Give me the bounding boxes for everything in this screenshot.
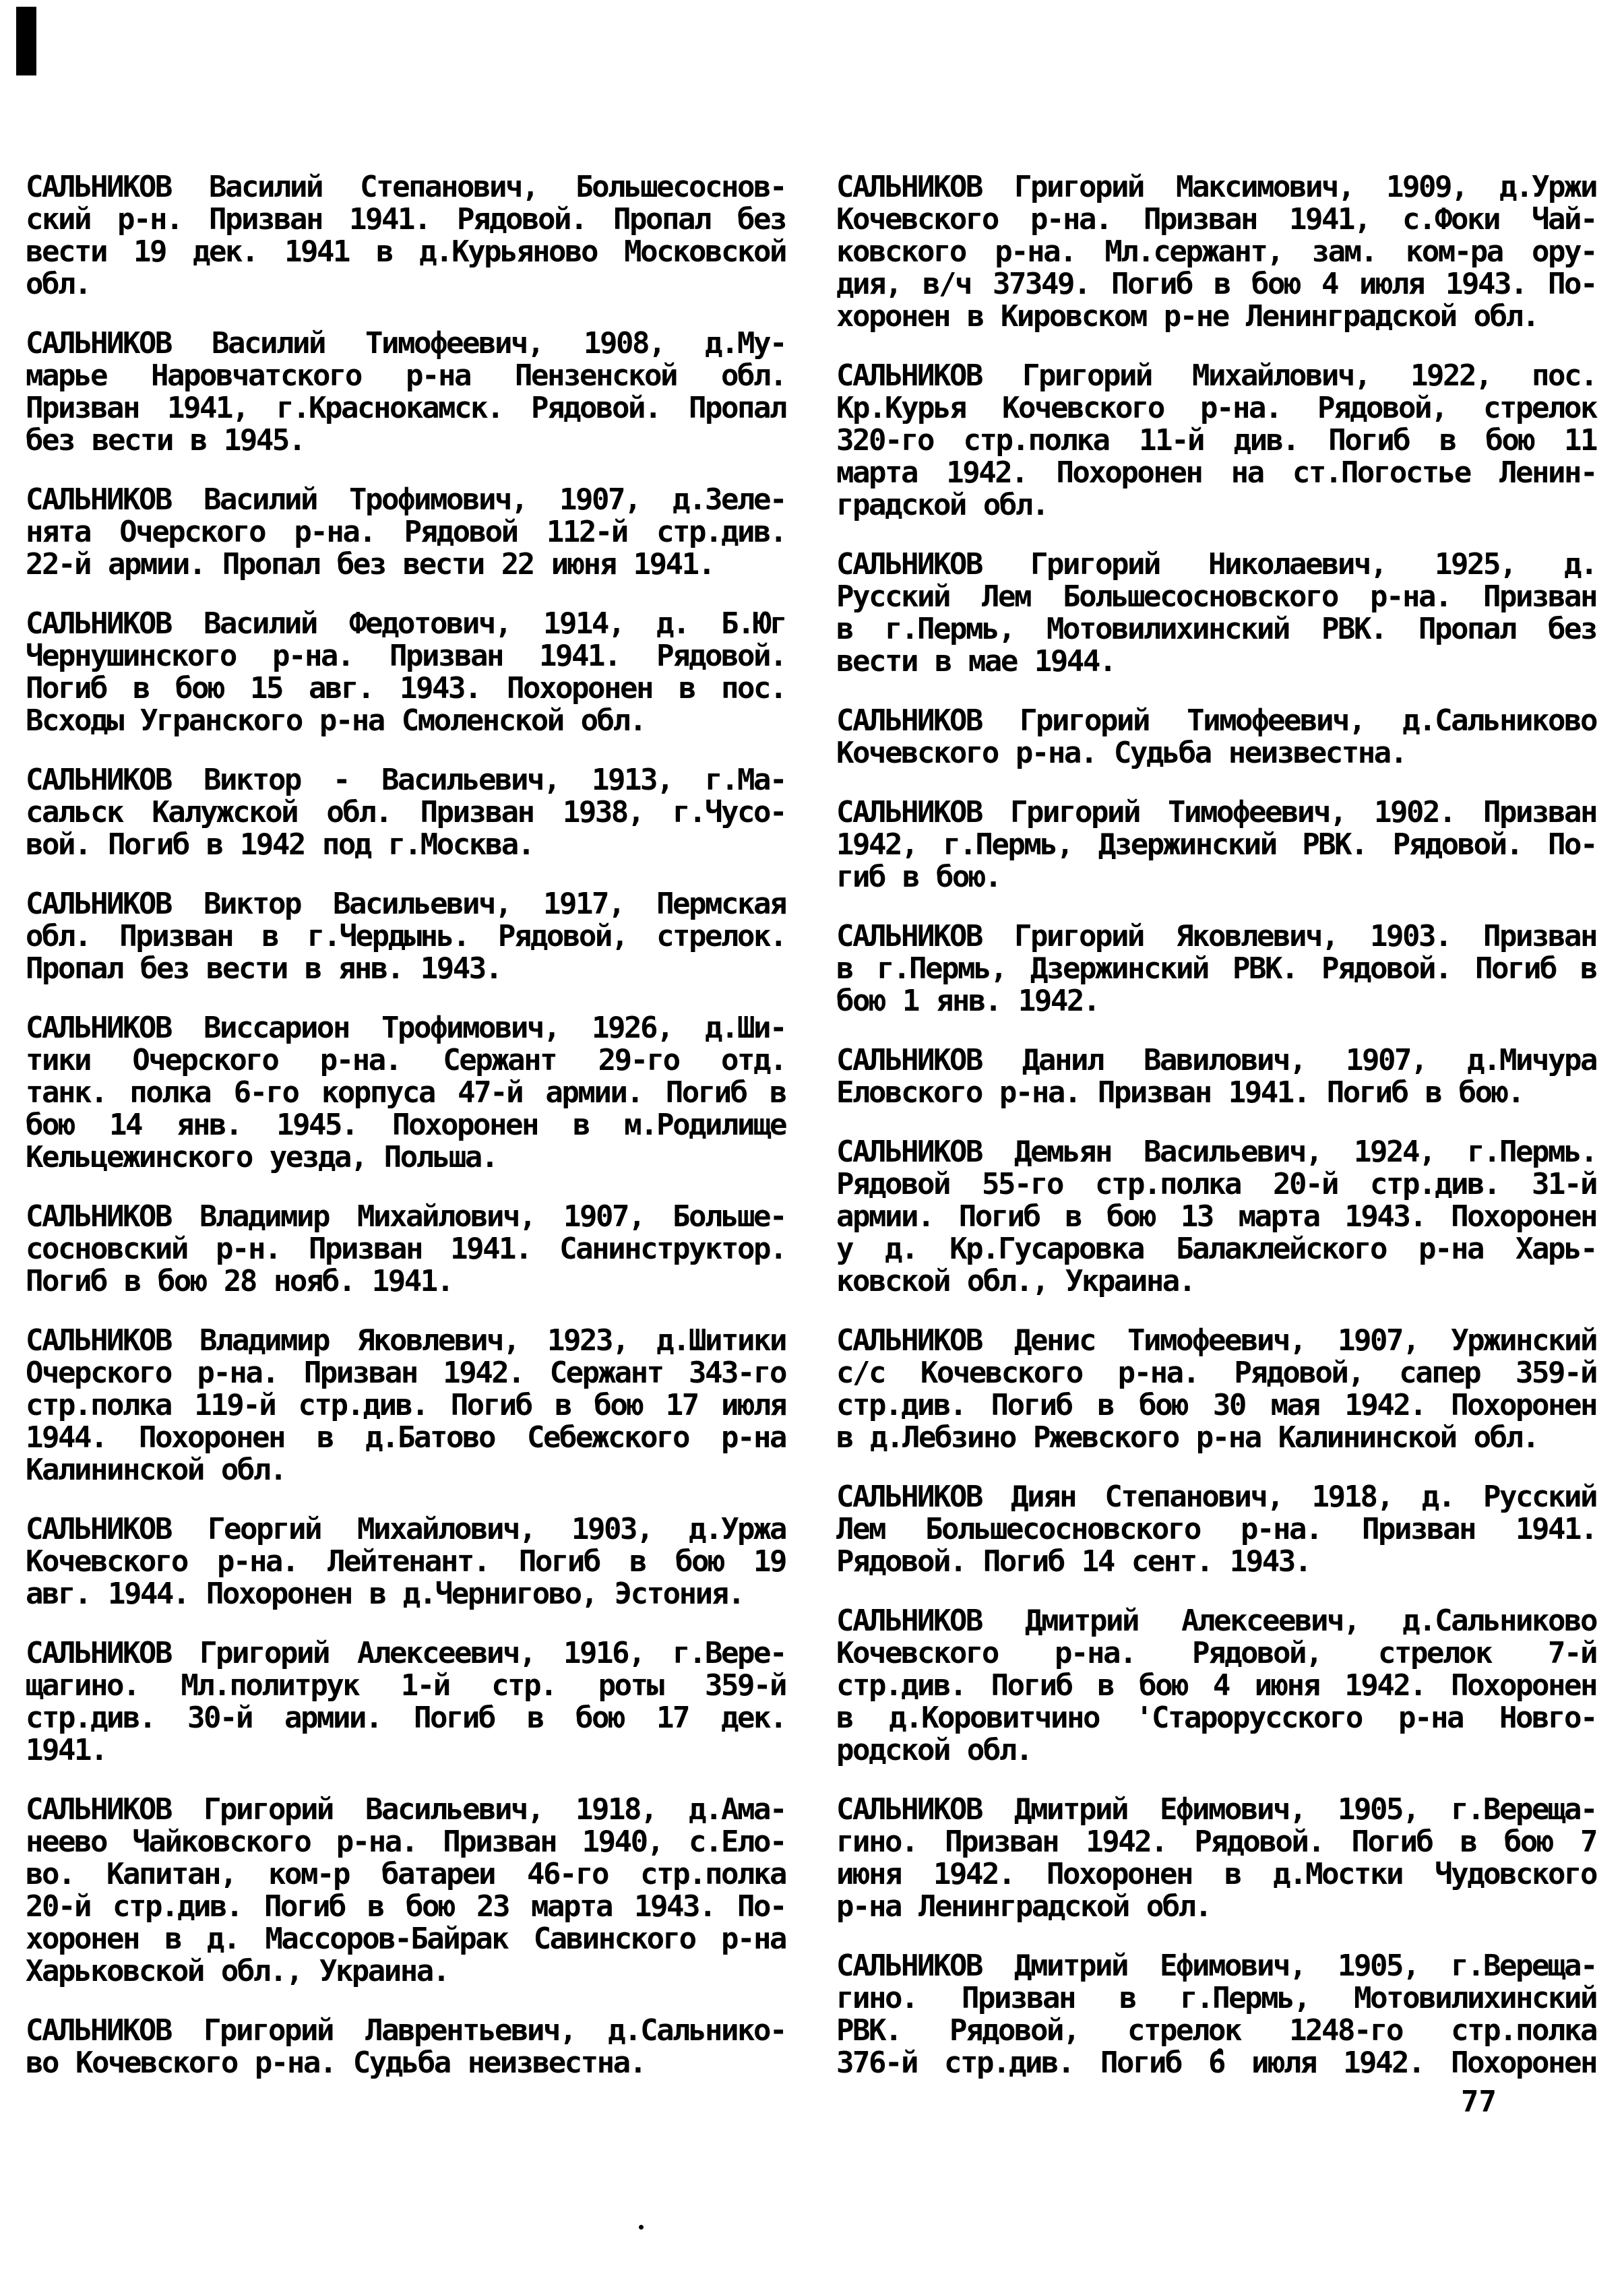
entry-line: САЛЬНИКОВ Григорий Тимофеевич, 1902. Призван xyxy=(836,795,1596,829)
memorial-entry xyxy=(26,764,786,861)
memorial-entry xyxy=(836,796,1596,893)
entry-line: 20-й стр.див. Погиб в бою 23 марта 1943. По- xyxy=(26,1889,786,1924)
memorial-entry xyxy=(836,1481,1596,1578)
entry-line: стр.див. 30-й армии. Погиб в бою 17 дек. xyxy=(26,1701,786,1735)
entry-line: САЛЬНИКОВ Григорий Лаврентьевич, д.Сальнико- xyxy=(26,2013,786,2048)
entry-line: родской обл. xyxy=(836,1733,1032,1767)
entry-line: САЛЬНИКОВ Владимир Яковлевич, 1923, д.Шитики xyxy=(26,1323,786,1358)
entry-line: Погиб в бою 15 авг. 1943. Похоронен в пос. xyxy=(26,671,786,705)
entry-line: САЛЬНИКОВ Дмитрий Ефимович, 1905, г.Вереща- xyxy=(836,1949,1596,1983)
memorial-entry xyxy=(836,705,1596,769)
entry-line: Всходы Угранского р-на Смоленской обл. xyxy=(26,703,646,738)
entry-line: гиб в бою. xyxy=(836,860,1001,894)
entry-line: Еловского р-на. Призван 1941. Погиб в бою. xyxy=(836,1075,1524,1110)
entry-line: ский р-н. Призван 1941. Рядовой. Пропал без xyxy=(26,202,786,236)
entry-line: июня 1942. Похоронен в д.Мостки Чудовского xyxy=(836,1857,1596,1891)
entry-line: градской обл. xyxy=(836,488,1048,522)
memorial-entry xyxy=(26,608,786,737)
entry-line: Калининской обл. xyxy=(26,1453,286,1487)
entry-line: без вести в 1945. xyxy=(26,423,305,457)
memorial-entry xyxy=(836,920,1596,1017)
memorial-entry xyxy=(836,1605,1596,1767)
entry-line: 1942, г.Пермь, Дзержинский РВК. Рядовой. По- xyxy=(836,827,1596,862)
entry-line: хоронен в Кировском р-не Ленинградской обл. xyxy=(836,299,1538,334)
entry-line: Лем Большесосновского р-на. Призван 1941. xyxy=(836,1512,1596,1546)
entry-line: САЛЬНИКОВ Василий Трофимович, 1907, д.Зеле- xyxy=(26,482,786,517)
entry-line: САЛЬНИКОВ Григорий Васильевич, 1918, д.Ама- xyxy=(26,1792,786,1827)
entry-line: вой. Погиб в 1942 под г.Москва. xyxy=(26,827,534,862)
right-column xyxy=(836,171,1596,2106)
entry-line: САЛЬНИКОВ Виссарион Трофимович, 1926, д.Ши- xyxy=(26,1011,786,1045)
entry-line: марта 1942. Похоронен на ст.Погостье Ленин- xyxy=(836,455,1596,490)
entry-line: Очерского р-на. Призван 1942. Сержант 343-го xyxy=(26,1356,786,1390)
entry-line: Харьковской обл., Украина. xyxy=(26,1954,449,1988)
entry-line: обл. xyxy=(26,267,90,301)
memorial-entry xyxy=(26,484,786,581)
scan-artifact xyxy=(16,7,36,75)
entry-line: стр.див. Погиб в бою 30 мая 1942. Похоронен xyxy=(836,1388,1596,1422)
entry-line: САЛЬНИКОВ Владимир Михайлович, 1907, Больше- xyxy=(26,1199,786,1234)
entry-line: САЛЬНИКОВ Григорий Михайлович, 1922, пос. xyxy=(836,358,1596,393)
page-number: 77 xyxy=(1461,2085,1497,2119)
entry-line: 1941. xyxy=(26,1733,106,1767)
entry-line: САЛЬНИКОВ Василий Тимофеевич, 1908, д.Му- xyxy=(26,326,786,360)
memorial-entry xyxy=(26,1201,786,1298)
entry-line: Чернушинского р-на. Призван 1941. Рядовой. xyxy=(26,639,786,673)
entry-line: РВК. Рядовой, стрелок 1248-го стр.полка xyxy=(836,2013,1596,2048)
entry-line: нята Очерского р-на. Рядовой 112-й стр.див. xyxy=(26,515,786,549)
entry-line: хоронен в д. Массоров-Байрак Савинского р-на xyxy=(26,1922,786,1956)
entry-line: Кельцежинского уезда, Польша. xyxy=(26,1140,497,1174)
memorial-entry xyxy=(836,1794,1596,1923)
entry-line: р-на Ленинградской обл. xyxy=(836,1889,1211,1924)
memorial-entry xyxy=(836,1044,1596,1109)
entry-line: САЛЬНИКОВ Дмитрий Алексеевич, д.Сальниково xyxy=(836,1604,1596,1638)
entry-line: САЛЬНИКОВ Виктор Васильевич, 1917, Пермская xyxy=(26,887,786,921)
entry-line: САЛЬНИКОВ Василий Федотович, 1914, д. Б.Юг xyxy=(26,606,786,641)
entry-line: танк. полка 6-го корпуса 47-й армии. Погиб в xyxy=(26,1075,786,1110)
entry-line: стр.полка 119-й стр.див. Погиб в бою 17 июля xyxy=(26,1388,786,1422)
entry-line: Кочевского р-на. Призван 1941, с.Фоки Чай- xyxy=(836,202,1596,236)
memorial-entry xyxy=(26,1012,786,1174)
memorial-entry xyxy=(26,327,786,457)
entry-line: 320-го стр.полка 11-й див. Погиб в бою 11 xyxy=(836,423,1596,457)
memorial-entry xyxy=(836,1950,1596,2079)
memorial-entry xyxy=(26,1637,786,1767)
entry-line: Кр.Курья Кочевского р-на. Рядовой, стрелок xyxy=(836,391,1596,425)
entry-line: САЛЬНИКОВ Григорий Николаевич, 1925, д. xyxy=(836,547,1596,581)
entry-line: 22-й армии. Пропал без вести 22 июня 1941. xyxy=(26,547,714,581)
memorial-entry xyxy=(26,2015,786,2079)
entry-line: Рядовой. Погиб 14 сент. 1943. xyxy=(836,1544,1311,1579)
entry-line: в г.Пермь, Дзержинский РВК. Рядовой. Погиб в xyxy=(836,951,1596,986)
entry-line: Кочевского р-на. Судьба неизвестна. xyxy=(836,736,1406,770)
memorial-entry xyxy=(836,171,1596,333)
entry-line: 1944. Похоронен в д.Батово Себежского р-на xyxy=(26,1420,786,1455)
entry-line: САЛЬНИКОВ Георгий Михайлович, 1903, д.Уржа xyxy=(26,1512,786,1546)
entry-line: во Кочевского р-на. Судьба неизвестна. xyxy=(26,2046,646,2080)
entry-line: Кочевского р-на. Лейтенант. Погиб в бою 19 xyxy=(26,1544,786,1579)
entry-line: дия, в/ч 37349. Погиб в бою 4 июля 1943. По- xyxy=(836,267,1596,301)
entry-line: Русский Лем Большесосновского р-на. Призван xyxy=(836,579,1596,614)
entry-line: щагино. Мл.политрук 1-й стр. роты 359-й xyxy=(26,1668,786,1703)
entry-line: САЛЬНИКОВ Денис Тимофеевич, 1907, Уржинский xyxy=(836,1323,1596,1358)
entry-line: САЛЬНИКОВ Демьян Васильевич, 1924, г.Пермь. xyxy=(836,1135,1596,1169)
entry-line: с/с Кочевского р-на. Рядовой, сапер 359-й xyxy=(836,1356,1596,1390)
entry-line: вести 19 дек. 1941 в д.Курьяново Московской xyxy=(26,234,786,269)
left-column xyxy=(26,171,786,2106)
entry-line: во. Капитан, ком-р батареи 46-го стр.полка xyxy=(26,1857,786,1891)
entry-line: САЛЬНИКОВ Григорий Яковлевич, 1903. Призван xyxy=(836,919,1596,953)
entry-line: в д.Лебзино Ржевского р-на Калининской обл. xyxy=(836,1420,1538,1455)
entry-line: 376-й стр.див. Погиб 6 июля 1942. Похоронен xyxy=(836,2046,1596,2080)
entry-line: тики Очерского р-на. Сержант 29-го отд. xyxy=(26,1043,786,1077)
entry-line: Рядовой 55-го стр.полка 20-й стр.див. 31-й xyxy=(836,1167,1596,1201)
entry-line: САЛЬНИКОВ Диян Степанович, 1918, д. Русский xyxy=(836,1480,1596,1514)
entry-line: сосновский р-н. Призван 1941. Санинструктор. xyxy=(26,1232,786,1266)
scan-artifact xyxy=(639,2225,644,2230)
memorial-entry xyxy=(836,1325,1596,1454)
entry-line: обл. Призван в г.Чердынь. Рядовой, стрелок. xyxy=(26,919,786,953)
entry-line: авг. 1944. Похоронен в д.Чернигово, Эстония. xyxy=(26,1577,744,1611)
entry-line: гино. Призван в г.Пермь, Мотовилихинский xyxy=(836,1981,1596,2015)
entry-line: Кочевского р-на. Рядовой, стрелок 7-й xyxy=(836,1636,1596,1670)
entry-line: САЛЬНИКОВ Григорий Тимофеевич, д.Сальниково xyxy=(836,703,1596,738)
entry-line: сальск Калужской обл. Призван 1938, г.Чусо- xyxy=(26,795,786,829)
entry-line: в д.Коровитчино 'Старорусского р-на Новго- xyxy=(836,1701,1596,1735)
memorial-entry xyxy=(836,1136,1596,1298)
entry-line: Пропал без вести в янв. 1943. xyxy=(26,951,501,986)
entry-line: ковского р-на. Мл.сержант, зам. ком-ра ору- xyxy=(836,234,1596,269)
entry-line: вести в мае 1944. xyxy=(836,644,1115,679)
entry-line: САЛЬНИКОВ Григорий Максимович, 1909, д.Уржи xyxy=(836,170,1596,204)
entry-line: неево Чайковского р-на. Призван 1940, с.Ело- xyxy=(26,1825,786,1859)
entry-line: Погиб в бою 28 нояб. 1941. xyxy=(26,1264,453,1298)
entry-line: в г.Пермь, Мотовилихинский РВК. Пропал без xyxy=(836,612,1596,646)
entry-line: САЛЬНИКОВ Виктор - Васильевич, 1913, г.Ма- xyxy=(26,763,786,797)
entry-line: стр.див. Погиб в бою 4 июня 1942. Похоронен xyxy=(836,1668,1596,1703)
entry-line: Призван 1941, г.Краснокамск. Рядовой. Пропал xyxy=(26,391,786,425)
entry-line: у д. Кр.Гусаровка Балаклейского р-на Харь- xyxy=(836,1232,1596,1266)
memorial-entry xyxy=(26,1325,786,1486)
entry-line: бою 14 янв. 1945. Похоронен в м.Родилище xyxy=(26,1108,786,1142)
entry-line: армии. Погиб в бою 13 марта 1943. Похоронен xyxy=(836,1199,1596,1234)
memorial-entry xyxy=(26,1513,786,1610)
entry-line: САЛЬНИКОВ Данил Вавилович, 1907, д.Мичура xyxy=(836,1043,1596,1077)
entry-line: САЛЬНИКОВ Василий Степанович, Большесоснов- xyxy=(26,170,786,204)
memorial-entry xyxy=(26,888,786,985)
entry-line: гино. Призван 1942. Рядовой. Погиб в бою 7 xyxy=(836,1825,1596,1859)
memorial-entry xyxy=(26,1794,786,1988)
entry-line: САЛЬНИКОВ Григорий Алексеевич, 1916, г.Вере- xyxy=(26,1636,786,1670)
entry-line: САЛЬНИКОВ Дмитрий Ефимович, 1905, г.Вереща- xyxy=(836,1792,1596,1827)
memorial-entry xyxy=(836,548,1596,678)
memorial-entry xyxy=(836,360,1596,522)
entry-line: бою 1 янв. 1942. xyxy=(836,984,1099,1018)
memorial-entry xyxy=(26,171,786,301)
entry-line: ковской обл., Украина. xyxy=(836,1264,1195,1298)
entry-line: марье Наровчатского р-на Пензенской обл. xyxy=(26,358,786,393)
